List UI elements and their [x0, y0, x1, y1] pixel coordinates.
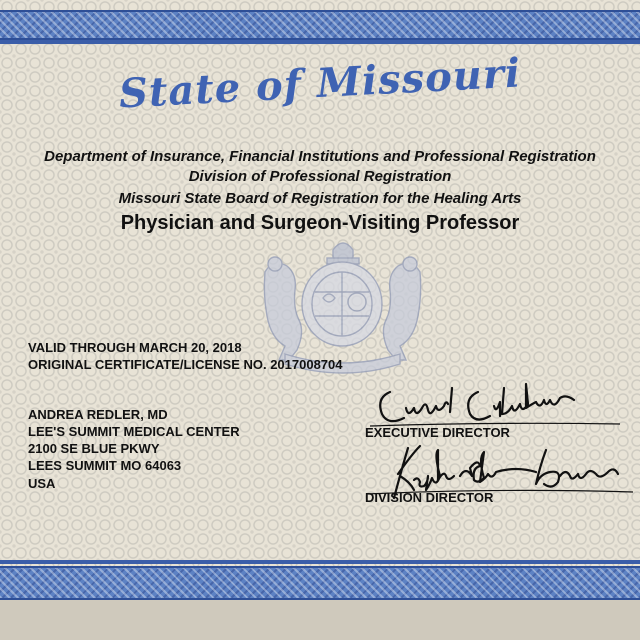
bottom-border-line: [0, 560, 640, 564]
certificate-type: Physician and Surgeon-Visiting Professor: [120, 212, 520, 234]
division-name: Division of Professional Registration: [188, 168, 452, 185]
address-line: LEE'S SUMMIT MEDICAL CENTER: [28, 424, 240, 439]
address-line: USA: [28, 476, 56, 491]
valid-through: VALID THROUGH MARCH 20, 2018: [28, 340, 242, 355]
address-line: LEES SUMMIT MO 64063: [28, 458, 182, 473]
top-border-line: [0, 40, 640, 44]
background-surface: [0, 600, 640, 640]
license-number: ORIGINAL CERTIFICATE/LICENSE NO. 2017008704: [28, 357, 343, 372]
address-line: 2100 SE BLUE PKWY: [28, 441, 160, 456]
department-name: Department of Insurance, Financial Institutions and Professional Registration: [44, 148, 596, 165]
executive-director-signature: [370, 378, 620, 430]
division-director-title: DIVISION DIRECTOR: [365, 490, 494, 505]
board-name: Missouri State Board of Registration for the Healing Arts: [118, 190, 522, 207]
top-border-band: [0, 10, 640, 40]
address-line: ANDREA REDLER, MD: [28, 407, 168, 422]
executive-director-title: EXECUTIVE DIRECTOR: [365, 425, 510, 440]
bottom-border-band: [0, 566, 640, 600]
state-title: State of Missouri: [117, 49, 523, 118]
